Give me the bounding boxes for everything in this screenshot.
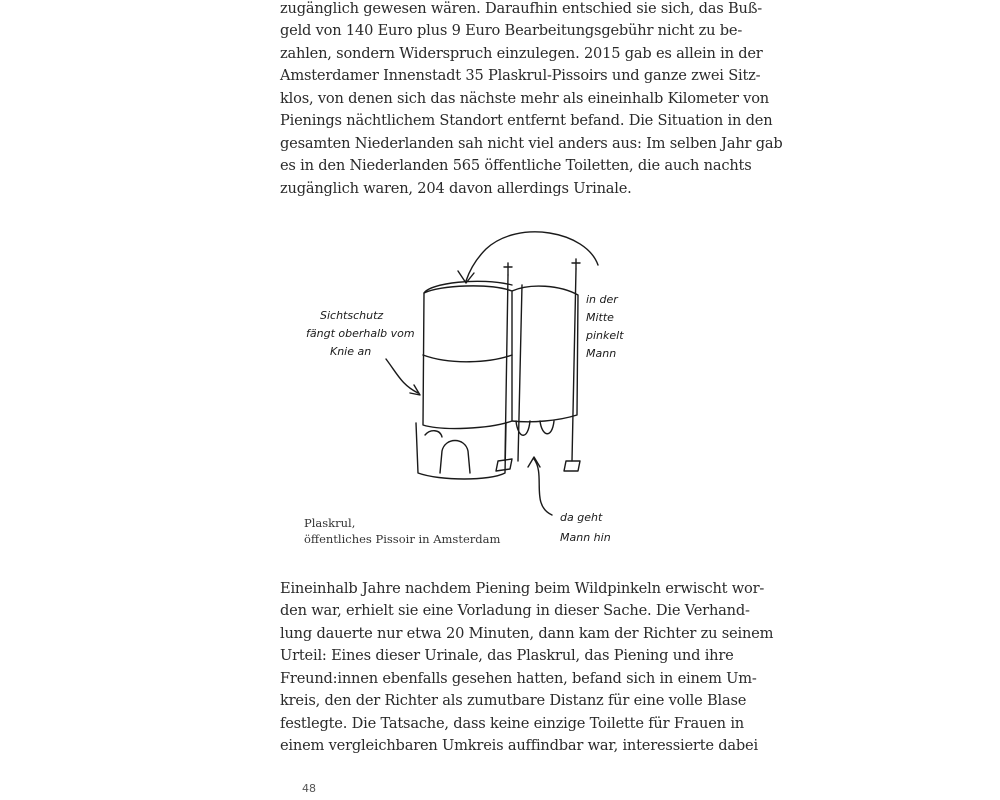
sketch-note-left: Knie an [330,345,372,358]
text-line: Amsterdamer Innenstadt 35 Plaskrul-Pissoirs und ganze zwei Sitz- [280,67,761,84]
text-line: gesamten Niederlanden sah nicht viel anders aus: Im selben Jahr gab [280,135,783,152]
sketch-left-panel [423,286,512,429]
text-line: zugänglich gewesen wären. Daraufhin entschied sie sich, das Buß- [280,0,763,17]
sketch-pole-left [505,275,508,461]
text-line: lung dauerte nur etwa 20 Minuten, dann kam der Richter zu seinem [280,625,774,642]
text-line: Urteil: Eines dieser Urinale, das Plaskrul, das Piening und ihre [280,647,734,664]
sketch-note-bottom: da geht [560,511,603,524]
caption-line: Plaskrul, [304,516,356,530]
sketch-pole-right [572,269,576,461]
sketch-note-right: Mitte [586,311,614,324]
sketch-note-bottom: Mann hin [560,531,611,544]
text-line: klos, von denen sich das nächste mehr als eineinhalb Kilometer von [280,90,770,107]
sketch-note-right: in der [586,293,618,306]
text-line: zahlen, sondern Widerspruch einzulegen. 2015 gab es allein in der [280,45,763,62]
text-line: Freund:innen ebenfalls gesehen hatten, befand sich in einem Um- [280,670,757,687]
sketch-rotation-arrow [466,232,598,281]
text-line: geld von 140 Euro plus 9 Euro Bearbeitungsgebühr nicht zu be- [280,22,743,39]
plaskrul-sketch [290,225,650,555]
text-line: einem vergleichbaren Umkreis auffindbar war, interessierte dabei [280,737,758,754]
sketch-note-left: Sichtschutz [320,309,384,322]
sketch-note-right: pinkelt [586,329,624,342]
text-line: kreis, den der Richter als zumutbare Distanz für eine volle Blase [280,692,747,709]
caption-line: öffentliches Pissoir in Amsterdam [304,532,501,546]
text-line: Eineinhalb Jahre nachdem Piening beim Wildpinkeln erwischt wor- [280,580,765,597]
sketch-note-left: fängt oberhalb vom [306,327,415,340]
text-line: festlegte. Die Tatsache, dass keine einzige Toilette für Frauen in [280,715,744,732]
text-line: den war, erhielt sie eine Vorladung in dieser Sache. Die Verhand- [280,602,750,619]
figure-caption [304,515,500,547]
sketch-note-right: Mann [586,347,617,360]
page-number: 48 [302,782,316,795]
text-line: zugänglich waren, 204 davon allerdings Urinale. [280,180,632,197]
text-line: es in den Niederlanden 565 öffentliche Toiletten, die auch nachts [280,157,752,174]
text-line: Pienings nächtlichem Standort entfernt befand. Die Situation in den [280,112,773,129]
